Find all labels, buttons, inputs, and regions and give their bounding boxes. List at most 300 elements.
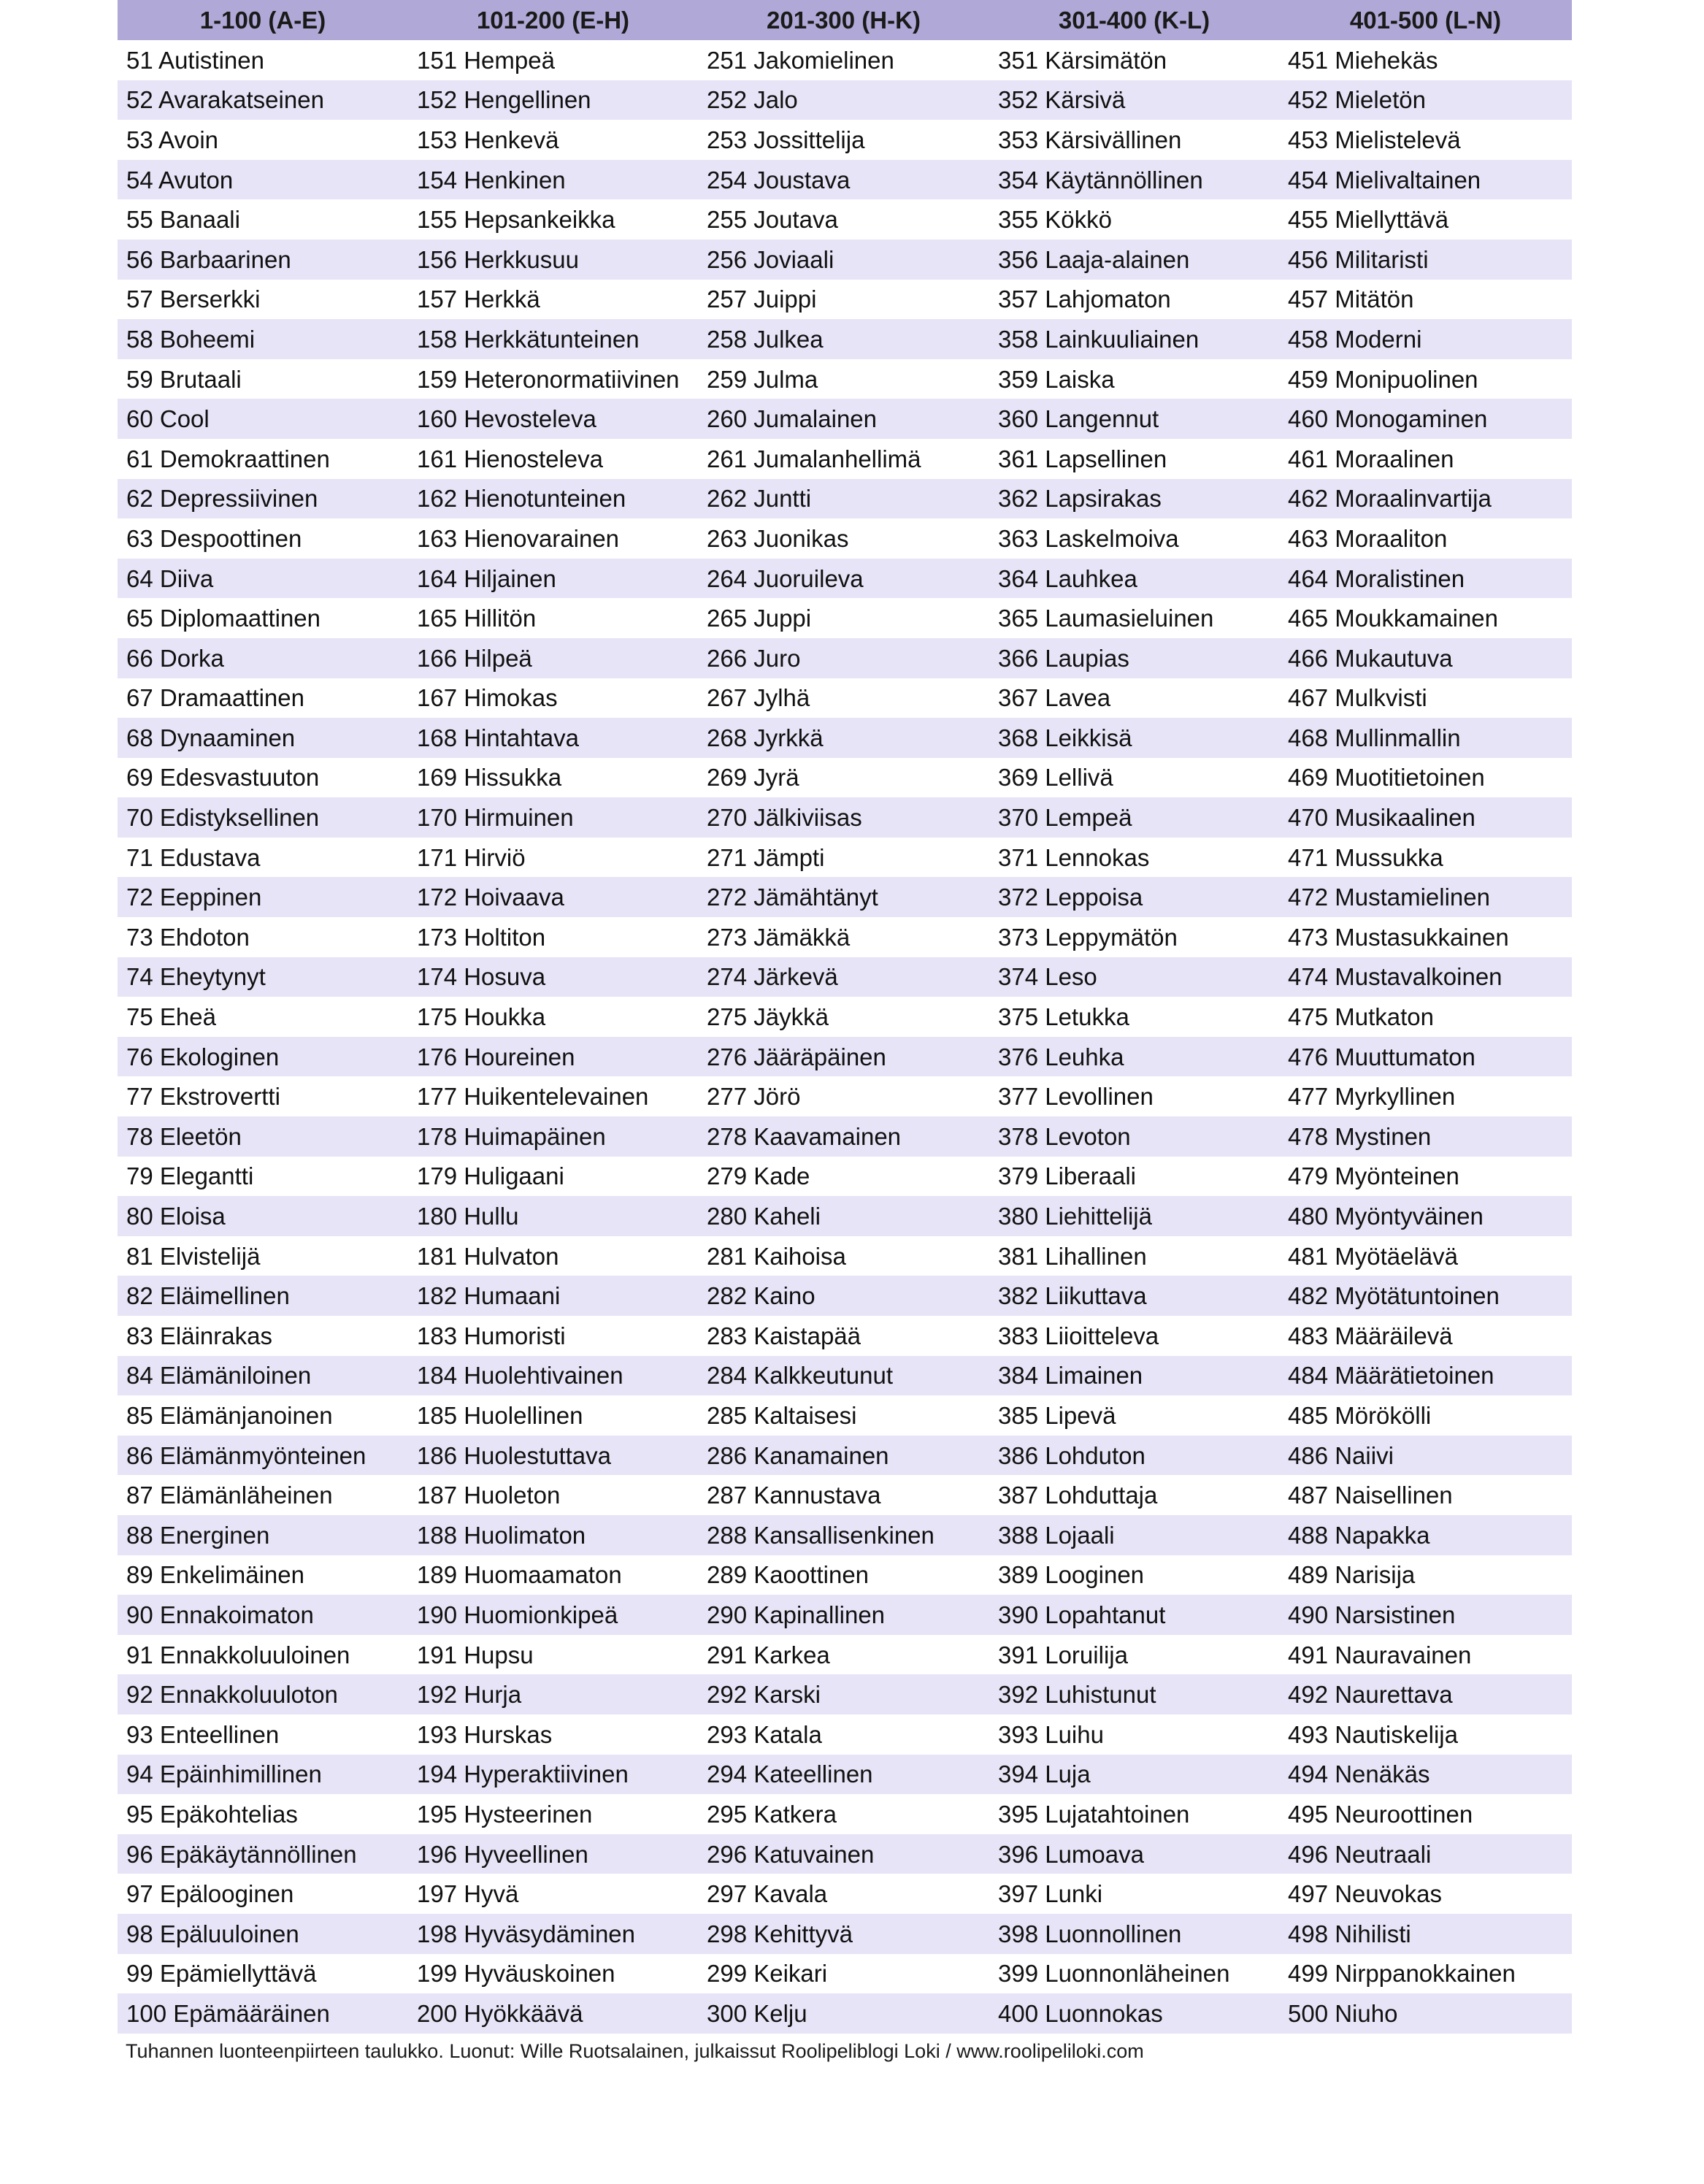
trait-cell: 352 Kärsivä xyxy=(989,80,1279,120)
trait-cell: 271 Jämpti xyxy=(698,838,989,878)
trait-cell: 268 Jyrkkä xyxy=(698,718,989,758)
trait-cell: 187 Huoleton xyxy=(408,1475,698,1515)
trait-cell: 469 Muotitietoinen xyxy=(1279,758,1572,798)
trait-table xyxy=(118,0,1572,2034)
trait-cell: 368 Leikkisä xyxy=(989,718,1279,758)
table-row xyxy=(118,1794,1572,1834)
table-row xyxy=(118,1116,1572,1157)
table-row xyxy=(118,240,1572,280)
trait-cell: 82 Eläimellinen xyxy=(118,1276,408,1316)
trait-cell: 273 Jämäkkä xyxy=(698,917,989,957)
trait-cell: 152 Hengellinen xyxy=(408,80,698,120)
trait-cell: 76 Ekologinen xyxy=(118,1037,408,1077)
trait-cell: 181 Hulvaton xyxy=(408,1236,698,1276)
table-row xyxy=(118,479,1572,519)
trait-cell: 284 Kalkkeutunut xyxy=(698,1356,989,1396)
trait-cell: 382 Liikuttava xyxy=(989,1276,1279,1316)
table-row xyxy=(118,120,1572,160)
column-header-301-400: 301-400 (K-L) xyxy=(989,0,1279,40)
trait-cell: 71 Edustava xyxy=(118,838,408,878)
trait-cell: 174 Hosuva xyxy=(408,957,698,997)
trait-cell: 169 Hissukka xyxy=(408,758,698,798)
trait-cell: 199 Hyväuskoinen xyxy=(408,1954,698,1994)
trait-cell: 383 Liioitteleva xyxy=(989,1316,1279,1356)
trait-cell: 189 Huomaamaton xyxy=(408,1555,698,1595)
trait-cell: 92 Ennakkoluuloton xyxy=(118,1674,408,1714)
trait-cell: 487 Naisellinen xyxy=(1279,1475,1572,1515)
trait-cell: 267 Jylhä xyxy=(698,678,989,719)
trait-cell: 192 Hurja xyxy=(408,1674,698,1714)
trait-cell: 74 Eheytynyt xyxy=(118,957,408,997)
trait-cell: 370 Lempeä xyxy=(989,797,1279,838)
trait-cell: 70 Edistyksellinen xyxy=(118,797,408,838)
trait-cell: 256 Joviaali xyxy=(698,240,989,280)
table-row xyxy=(118,1037,1572,1077)
trait-cell: 462 Moraalinvartija xyxy=(1279,479,1572,519)
trait-cell: 269 Jyrä xyxy=(698,758,989,798)
trait-cell: 467 Mulkvisti xyxy=(1279,678,1572,719)
trait-cell: 255 Joutava xyxy=(698,199,989,240)
table-row xyxy=(118,598,1572,638)
trait-cell: 491 Nauravainen xyxy=(1279,1635,1572,1675)
trait-cell: 282 Kaino xyxy=(698,1276,989,1316)
trait-cell: 175 Houkka xyxy=(408,997,698,1037)
table-row xyxy=(118,1674,1572,1714)
trait-cell: 163 Hienovarainen xyxy=(408,518,698,559)
trait-cell: 278 Kaavamainen xyxy=(698,1116,989,1157)
trait-cell: 166 Hilpeä xyxy=(408,638,698,678)
trait-cell: 270 Jälkiviisas xyxy=(698,797,989,838)
trait-cell: 498 Nihilisti xyxy=(1279,1914,1572,1954)
trait-cell: 390 Lopahtanut xyxy=(989,1595,1279,1635)
trait-cell: 379 Liberaali xyxy=(989,1157,1279,1197)
trait-cell: 51 Autistinen xyxy=(118,40,408,80)
trait-cell: 477 Myrkyllinen xyxy=(1279,1076,1572,1116)
trait-cell: 279 Kade xyxy=(698,1157,989,1197)
trait-cell: 359 Laiska xyxy=(989,359,1279,399)
table-row xyxy=(118,1157,1572,1197)
table-row xyxy=(118,1276,1572,1316)
trait-cell: 151 Hempeä xyxy=(408,40,698,80)
table-row xyxy=(118,1714,1572,1755)
trait-cell: 83 Eläinrakas xyxy=(118,1316,408,1356)
trait-cell: 59 Brutaali xyxy=(118,359,408,399)
table-row xyxy=(118,1236,1572,1276)
column-header-1-100: 1-100 (A-E) xyxy=(118,0,408,40)
trait-cell: 63 Despoottinen xyxy=(118,518,408,559)
trait-cell: 257 Juippi xyxy=(698,280,989,320)
table-row xyxy=(118,1076,1572,1116)
trait-cell: 280 Kaheli xyxy=(698,1196,989,1236)
trait-cell: 452 Mieletön xyxy=(1279,80,1572,120)
trait-cell: 295 Katkera xyxy=(698,1794,989,1834)
trait-cell: 98 Epäluuloinen xyxy=(118,1914,408,1954)
trait-cell: 196 Hyveellinen xyxy=(408,1834,698,1874)
trait-table-sheet xyxy=(118,0,1572,2034)
trait-cell: 385 Lipevä xyxy=(989,1395,1279,1436)
trait-cell: 394 Luja xyxy=(989,1755,1279,1795)
trait-cell: 53 Avoin xyxy=(118,120,408,160)
trait-cell: 66 Dorka xyxy=(118,638,408,678)
trait-cell: 154 Henkinen xyxy=(408,160,698,200)
trait-cell: 500 Niuho xyxy=(1279,1993,1572,2034)
trait-cell: 483 Määräilevä xyxy=(1279,1316,1572,1356)
trait-cell: 397 Lunki xyxy=(989,1874,1279,1914)
trait-cell: 480 Myöntyväinen xyxy=(1279,1196,1572,1236)
trait-cell: 252 Jalo xyxy=(698,80,989,120)
trait-cell: 96 Epäkäytännöllinen xyxy=(118,1834,408,1874)
table-row xyxy=(118,518,1572,559)
trait-cell: 497 Neuvokas xyxy=(1279,1874,1572,1914)
trait-cell: 291 Karkea xyxy=(698,1635,989,1675)
trait-cell: 471 Mussukka xyxy=(1279,838,1572,878)
trait-cell: 475 Mutkaton xyxy=(1279,997,1572,1037)
trait-cell: 153 Henkevä xyxy=(408,120,698,160)
trait-cell: 377 Levollinen xyxy=(989,1076,1279,1116)
trait-cell: 183 Humoristi xyxy=(408,1316,698,1356)
trait-cell: 93 Enteellinen xyxy=(118,1714,408,1755)
table-row xyxy=(118,1595,1572,1635)
trait-cell: 490 Narsistinen xyxy=(1279,1595,1572,1635)
trait-cell: 57 Berserkki xyxy=(118,280,408,320)
trait-cell: 79 Elegantti xyxy=(118,1157,408,1197)
trait-cell: 260 Jumalainen xyxy=(698,399,989,439)
trait-cell: 52 Avarakatseinen xyxy=(118,80,408,120)
trait-cell: 184 Huolehtivainen xyxy=(408,1356,698,1396)
trait-cell: 372 Leppoisa xyxy=(989,877,1279,917)
trait-cell: 451 Miehekäs xyxy=(1279,40,1572,80)
table-row xyxy=(118,280,1572,320)
trait-cell: 287 Kannustava xyxy=(698,1475,989,1515)
trait-cell: 365 Laumasieluinen xyxy=(989,598,1279,638)
table-row xyxy=(118,359,1572,399)
table-row xyxy=(118,797,1572,838)
trait-cell: 378 Levoton xyxy=(989,1116,1279,1157)
table-row xyxy=(118,917,1572,957)
trait-cell: 180 Hullu xyxy=(408,1196,698,1236)
trait-cell: 299 Keikari xyxy=(698,1954,989,1994)
trait-cell: 190 Huomionkipeä xyxy=(408,1595,698,1635)
table-row xyxy=(118,1475,1572,1515)
trait-cell: 364 Lauhkea xyxy=(989,559,1279,599)
trait-cell: 465 Moukkamainen xyxy=(1279,598,1572,638)
trait-cell: 356 Laaja-alainen xyxy=(989,240,1279,280)
trait-cell: 374 Leso xyxy=(989,957,1279,997)
trait-cell: 362 Lapsirakas xyxy=(989,479,1279,519)
trait-cell: 463 Moraaliton xyxy=(1279,518,1572,559)
trait-cell: 456 Militaristi xyxy=(1279,240,1572,280)
trait-cell: 353 Kärsivällinen xyxy=(989,120,1279,160)
trait-cell: 400 Luonnokas xyxy=(989,1993,1279,2034)
trait-cell: 478 Mystinen xyxy=(1279,1116,1572,1157)
trait-cell: 155 Hepsankeikka xyxy=(408,199,698,240)
table-row xyxy=(118,838,1572,878)
trait-cell: 160 Hevosteleva xyxy=(408,399,698,439)
trait-cell: 486 Naiivi xyxy=(1279,1436,1572,1476)
trait-cell: 259 Julma xyxy=(698,359,989,399)
table-row xyxy=(118,80,1572,120)
trait-cell: 78 Eleetön xyxy=(118,1116,408,1157)
trait-cell: 75 Eheä xyxy=(118,997,408,1037)
table-row xyxy=(118,559,1572,599)
trait-cell: 283 Kaistapää xyxy=(698,1316,989,1356)
trait-cell: 156 Herkkusuu xyxy=(408,240,698,280)
trait-cell: 399 Luonnonläheinen xyxy=(989,1954,1279,1994)
trait-cell: 159 Heteronormatiivinen xyxy=(408,359,698,399)
trait-cell: 472 Mustamielinen xyxy=(1279,877,1572,917)
table-row xyxy=(118,1914,1572,1954)
trait-cell: 170 Hirmuinen xyxy=(408,797,698,838)
trait-cell: 484 Määrätietoinen xyxy=(1279,1356,1572,1396)
trait-cell: 493 Nautiskelija xyxy=(1279,1714,1572,1755)
trait-cell: 276 Jääräpäinen xyxy=(698,1037,989,1077)
trait-cell: 290 Kapinallinen xyxy=(698,1595,989,1635)
table-row xyxy=(118,877,1572,917)
column-header-201-300: 201-300 (H-K) xyxy=(698,0,989,40)
trait-cell: 351 Kärsimätön xyxy=(989,40,1279,80)
trait-cell: 168 Hintahtava xyxy=(408,718,698,758)
trait-cell: 90 Ennakoimaton xyxy=(118,1595,408,1635)
trait-cell: 479 Myönteinen xyxy=(1279,1157,1572,1197)
table-row xyxy=(118,1196,1572,1236)
table-row xyxy=(118,1555,1572,1595)
trait-cell: 354 Käytännöllinen xyxy=(989,160,1279,200)
trait-cell: 466 Mukautuva xyxy=(1279,638,1572,678)
trait-cell: 367 Lavea xyxy=(989,678,1279,719)
trait-cell: 464 Moralistinen xyxy=(1279,559,1572,599)
trait-cell: 396 Lumoava xyxy=(989,1834,1279,1874)
trait-cell: 81 Elvistelijä xyxy=(118,1236,408,1276)
trait-cell: 357 Lahjomaton xyxy=(989,280,1279,320)
footer-credit: Tuhannen luonteenpiirteen taulukko. Luonut: Wille Ruotsalainen, julkaissut Roolipeliblogi Loki / www.roolipeliloki.com xyxy=(126,2040,1144,2062)
trait-cell: 488 Napakka xyxy=(1279,1515,1572,1555)
trait-cell: 288 Kansallisenkinen xyxy=(698,1515,989,1555)
trait-cell: 60 Cool xyxy=(118,399,408,439)
trait-cell: 398 Luonnollinen xyxy=(989,1914,1279,1954)
table-row xyxy=(118,319,1572,359)
table-row xyxy=(118,1395,1572,1436)
table-row xyxy=(118,40,1572,80)
trait-cell: 395 Lujatahtoinen xyxy=(989,1794,1279,1834)
trait-cell: 265 Juppi xyxy=(698,598,989,638)
trait-cell: 186 Huolestuttava xyxy=(408,1436,698,1476)
trait-cell: 191 Hupsu xyxy=(408,1635,698,1675)
trait-cell: 55 Banaali xyxy=(118,199,408,240)
trait-cell: 459 Monipuolinen xyxy=(1279,359,1572,399)
trait-cell: 474 Mustavalkoinen xyxy=(1279,957,1572,997)
trait-cell: 470 Musikaalinen xyxy=(1279,797,1572,838)
trait-cell: 88 Energinen xyxy=(118,1515,408,1555)
trait-cell: 468 Mullinmallin xyxy=(1279,718,1572,758)
table-row xyxy=(118,1316,1572,1356)
trait-cell: 360 Langennut xyxy=(989,399,1279,439)
trait-cell: 455 Miellyttävä xyxy=(1279,199,1572,240)
trait-cell: 94 Epäinhimillinen xyxy=(118,1755,408,1795)
trait-cell: 84 Elämäniloinen xyxy=(118,1356,408,1396)
trait-cell: 366 Laupias xyxy=(989,638,1279,678)
trait-cell: 62 Depressiivinen xyxy=(118,479,408,519)
trait-cell: 56 Barbaarinen xyxy=(118,240,408,280)
table-row xyxy=(118,1515,1572,1555)
trait-cell: 182 Humaani xyxy=(408,1276,698,1316)
trait-cell: 258 Julkea xyxy=(698,319,989,359)
trait-cell: 157 Herkkä xyxy=(408,280,698,320)
table-row xyxy=(118,957,1572,997)
trait-cell: 188 Huolimaton xyxy=(408,1515,698,1555)
trait-cell: 99 Epämiellyttävä xyxy=(118,1954,408,1994)
trait-cell: 300 Kelju xyxy=(698,1993,989,2034)
trait-cell: 195 Hysteerinen xyxy=(408,1794,698,1834)
trait-cell: 453 Mielistelevä xyxy=(1279,120,1572,160)
trait-cell: 499 Nirppanokkainen xyxy=(1279,1954,1572,1994)
trait-cell: 281 Kaihoisa xyxy=(698,1236,989,1276)
trait-cell: 253 Jossittelija xyxy=(698,120,989,160)
trait-cell: 285 Kaltaisesi xyxy=(698,1395,989,1436)
trait-cell: 492 Naurettava xyxy=(1279,1674,1572,1714)
trait-cell: 263 Juonikas xyxy=(698,518,989,559)
table-row xyxy=(118,638,1572,678)
trait-cell: 380 Liehittelijä xyxy=(989,1196,1279,1236)
trait-cell: 264 Juoruileva xyxy=(698,559,989,599)
trait-cell: 67 Dramaattinen xyxy=(118,678,408,719)
trait-cell: 496 Neutraali xyxy=(1279,1834,1572,1874)
trait-cell: 460 Monogaminen xyxy=(1279,399,1572,439)
trait-cell: 198 Hyväsydäminen xyxy=(408,1914,698,1954)
trait-cell: 297 Kavala xyxy=(698,1874,989,1914)
column-header-401-500: 401-500 (L-N) xyxy=(1279,0,1572,40)
trait-cell: 389 Looginen xyxy=(989,1555,1279,1595)
trait-cell: 481 Myötäelävä xyxy=(1279,1236,1572,1276)
trait-cell: 179 Huligaani xyxy=(408,1157,698,1197)
trait-cell: 97 Epälooginen xyxy=(118,1874,408,1914)
trait-cell: 373 Leppymätön xyxy=(989,917,1279,957)
trait-cell: 197 Hyvä xyxy=(408,1874,698,1914)
trait-cell: 388 Lojaali xyxy=(989,1515,1279,1555)
trait-cell: 294 Kateellinen xyxy=(698,1755,989,1795)
trait-cell: 162 Hienotunteinen xyxy=(408,479,698,519)
trait-cell: 454 Mielivaltainen xyxy=(1279,160,1572,200)
trait-cell: 69 Edesvastuuton xyxy=(118,758,408,798)
trait-cell: 193 Hurskas xyxy=(408,1714,698,1755)
trait-cell: 68 Dynaaminen xyxy=(118,718,408,758)
trait-cell: 272 Jämähtänyt xyxy=(698,877,989,917)
trait-cell: 358 Lainkuuliainen xyxy=(989,319,1279,359)
trait-cell: 165 Hillitön xyxy=(408,598,698,638)
trait-table-body xyxy=(118,40,1572,2034)
trait-cell: 54 Avuton xyxy=(118,160,408,200)
trait-cell: 80 Eloisa xyxy=(118,1196,408,1236)
trait-cell: 266 Juro xyxy=(698,638,989,678)
trait-cell: 173 Holtiton xyxy=(408,917,698,957)
trait-cell: 72 Eeppinen xyxy=(118,877,408,917)
trait-cell: 293 Katala xyxy=(698,1714,989,1755)
trait-cell: 296 Katuvainen xyxy=(698,1834,989,1874)
trait-cell: 371 Lennokas xyxy=(989,838,1279,878)
table-row xyxy=(118,758,1572,798)
trait-cell: 87 Elämänläheinen xyxy=(118,1475,408,1515)
table-row xyxy=(118,1436,1572,1476)
table-row xyxy=(118,1834,1572,1874)
trait-cell: 393 Luihu xyxy=(989,1714,1279,1755)
trait-cell: 185 Huolellinen xyxy=(408,1395,698,1436)
trait-cell: 91 Ennakkoluuloinen xyxy=(118,1635,408,1675)
table-row xyxy=(118,1755,1572,1795)
trait-cell: 286 Kanamainen xyxy=(698,1436,989,1476)
trait-cell: 61 Demokraattinen xyxy=(118,439,408,479)
trait-cell: 482 Myötätuntoinen xyxy=(1279,1276,1572,1316)
table-row xyxy=(118,160,1572,200)
trait-cell: 77 Ekstrovertti xyxy=(118,1076,408,1116)
table-row xyxy=(118,1993,1572,2034)
table-row xyxy=(118,997,1572,1037)
trait-cell: 167 Himokas xyxy=(408,678,698,719)
trait-cell: 158 Herkkätunteinen xyxy=(408,319,698,359)
column-header-101-200: 101-200 (E-H) xyxy=(408,0,698,40)
trait-cell: 177 Huikentelevainen xyxy=(408,1076,698,1116)
trait-cell: 200 Hyökkäävä xyxy=(408,1993,698,2034)
table-row xyxy=(118,439,1572,479)
table-row xyxy=(118,1635,1572,1675)
trait-cell: 86 Elämänmyönteinen xyxy=(118,1436,408,1476)
table-row xyxy=(118,1954,1572,1994)
trait-cell: 387 Lohduttaja xyxy=(989,1475,1279,1515)
trait-cell: 292 Karski xyxy=(698,1674,989,1714)
table-row xyxy=(118,1874,1572,1914)
trait-cell: 254 Joustava xyxy=(698,160,989,200)
trait-cell: 386 Lohduton xyxy=(989,1436,1279,1476)
trait-cell: 476 Muuttumaton xyxy=(1279,1037,1572,1077)
trait-cell: 485 Mörökölli xyxy=(1279,1395,1572,1436)
trait-cell: 381 Lihallinen xyxy=(989,1236,1279,1276)
trait-cell: 171 Hirviö xyxy=(408,838,698,878)
trait-cell: 85 Elämänjanoinen xyxy=(118,1395,408,1436)
trait-cell: 473 Mustasukkainen xyxy=(1279,917,1572,957)
trait-table-header xyxy=(118,0,1572,40)
trait-cell: 277 Jörö xyxy=(698,1076,989,1116)
trait-cell: 363 Laskelmoiva xyxy=(989,518,1279,559)
trait-cell: 298 Kehittyvä xyxy=(698,1914,989,1954)
trait-cell: 178 Huimapäinen xyxy=(408,1116,698,1157)
trait-cell: 176 Houreinen xyxy=(408,1037,698,1077)
trait-cell: 289 Kaoottinen xyxy=(698,1555,989,1595)
table-row xyxy=(118,718,1572,758)
trait-cell: 391 Loruilija xyxy=(989,1635,1279,1675)
trait-cell: 261 Jumalanhellimä xyxy=(698,439,989,479)
trait-cell: 161 Hienosteleva xyxy=(408,439,698,479)
trait-cell: 355 Kökkö xyxy=(989,199,1279,240)
trait-cell: 392 Luhistunut xyxy=(989,1674,1279,1714)
trait-cell: 251 Jakomielinen xyxy=(698,40,989,80)
trait-cell: 95 Epäkohtelias xyxy=(118,1794,408,1834)
trait-cell: 495 Neuroottinen xyxy=(1279,1794,1572,1834)
trait-cell: 458 Moderni xyxy=(1279,319,1572,359)
trait-cell: 369 Lellivä xyxy=(989,758,1279,798)
table-row xyxy=(118,399,1572,439)
trait-cell: 361 Lapsellinen xyxy=(989,439,1279,479)
trait-cell: 489 Narisija xyxy=(1279,1555,1572,1595)
table-row xyxy=(118,1356,1572,1396)
trait-cell: 58 Boheemi xyxy=(118,319,408,359)
trait-cell: 457 Mitätön xyxy=(1279,280,1572,320)
trait-cell: 194 Hyperaktiivinen xyxy=(408,1755,698,1795)
trait-cell: 274 Järkevä xyxy=(698,957,989,997)
trait-cell: 494 Nenäkäs xyxy=(1279,1755,1572,1795)
trait-cell: 262 Juntti xyxy=(698,479,989,519)
trait-cell: 375 Letukka xyxy=(989,997,1279,1037)
table-row xyxy=(118,199,1572,240)
trait-cell: 89 Enkelimäinen xyxy=(118,1555,408,1595)
trait-cell: 376 Leuhka xyxy=(989,1037,1279,1077)
